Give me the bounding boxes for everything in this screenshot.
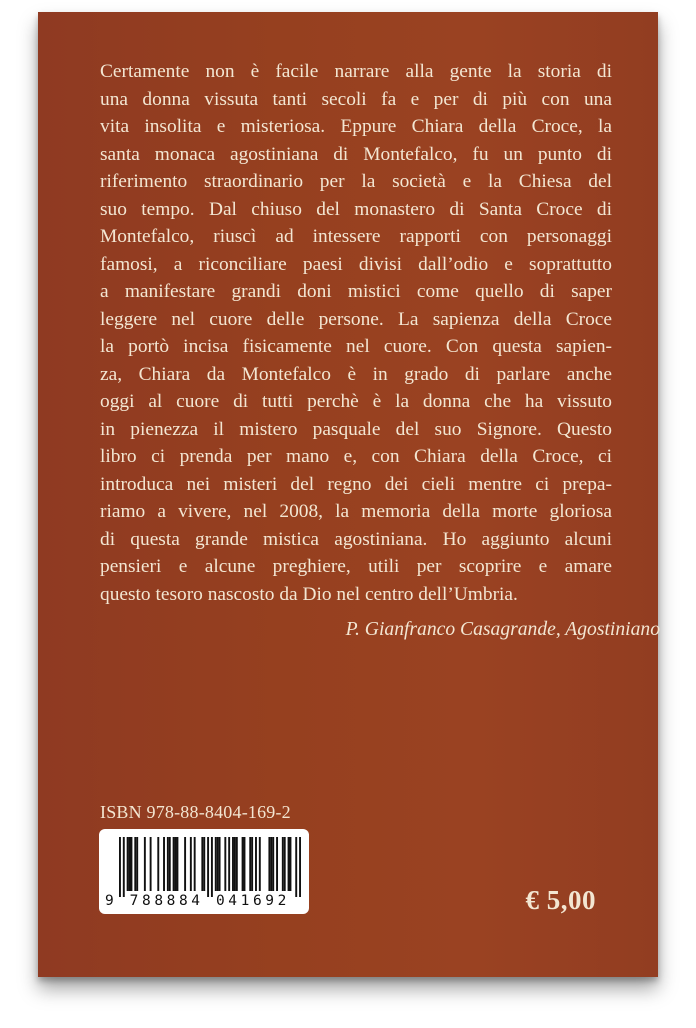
isbn-label: ISBN 978-88-8404-169-2 [100,802,291,822]
blurb-line: suo tempo. Dal chiuso del monastero di Santa Croce di [100,198,612,220]
blurb-line: introduca nei misteri del regno dei cieli mentre ci prepa- [100,473,612,495]
blurb-line: leggere nel cuore delle persone. La sapienza della Croce [100,308,612,330]
blurb-line: santa monaca agostiniana di Montefalco, fu un punto di [100,143,612,165]
blurb-line: oggi al cuore di tutti perchè è la donna che ha vissuto [100,391,612,412]
blurb-line: libro ci prenda per mano e, con Chiara della Croce, ci [100,446,612,467]
blurb-text [100,58,612,608]
blurb-line: in pienezza il mistero pasquale del suo Signore. Questo [100,418,612,440]
price-label: € 5,00 [525,885,596,915]
blurb-line: famosi, a riconciliare paesi divisi dall’odio e soprattutto [100,253,612,275]
author-signature: P. Gianfranco Casagrande, Agostiniano [345,619,660,640]
back-cover [38,12,658,977]
blurb-line: pensieri e alcune preghiere, utili per scoprire e amare [100,556,612,577]
blurb-line: la portò incisa fisicamente nel cuore. Con questa sapien- [100,336,612,357]
blurb-line: Montefalco, riuscì ad intessere rapporti con personaggi [100,226,612,247]
blurb-line: di questa grande mistica agostiniana. Ho aggiunto alcuni [100,528,612,550]
barcode-digits: 9 788884 041692 [105,893,290,909]
blurb-line: Certamente non è facile narrare alla gente la storia di [100,61,612,82]
blurb-line: vita insolita e misteriosa. Eppure Chiara della Croce, la [100,116,612,137]
blurb-line: riferimento straordinario per la società e la Chiesa del [100,171,612,192]
blurb-line: riamo a vivere, nel 2008, la memoria della morte gloriosa [100,501,612,522]
barcode [99,829,309,914]
blurb-line: a manifestare grandi doni mistici come quello di saper [100,281,612,302]
blurb-line: questo tesoro nascosto da Dio nel centro dell’Umbria. [100,583,518,605]
blurb-line: una donna vissuta tanti secoli fa e per di più con una [100,88,612,110]
blurb-line: za, Chiara da Montefalco è in grado di parlare anche [100,363,612,385]
barcode-bars-icon [119,837,301,897]
